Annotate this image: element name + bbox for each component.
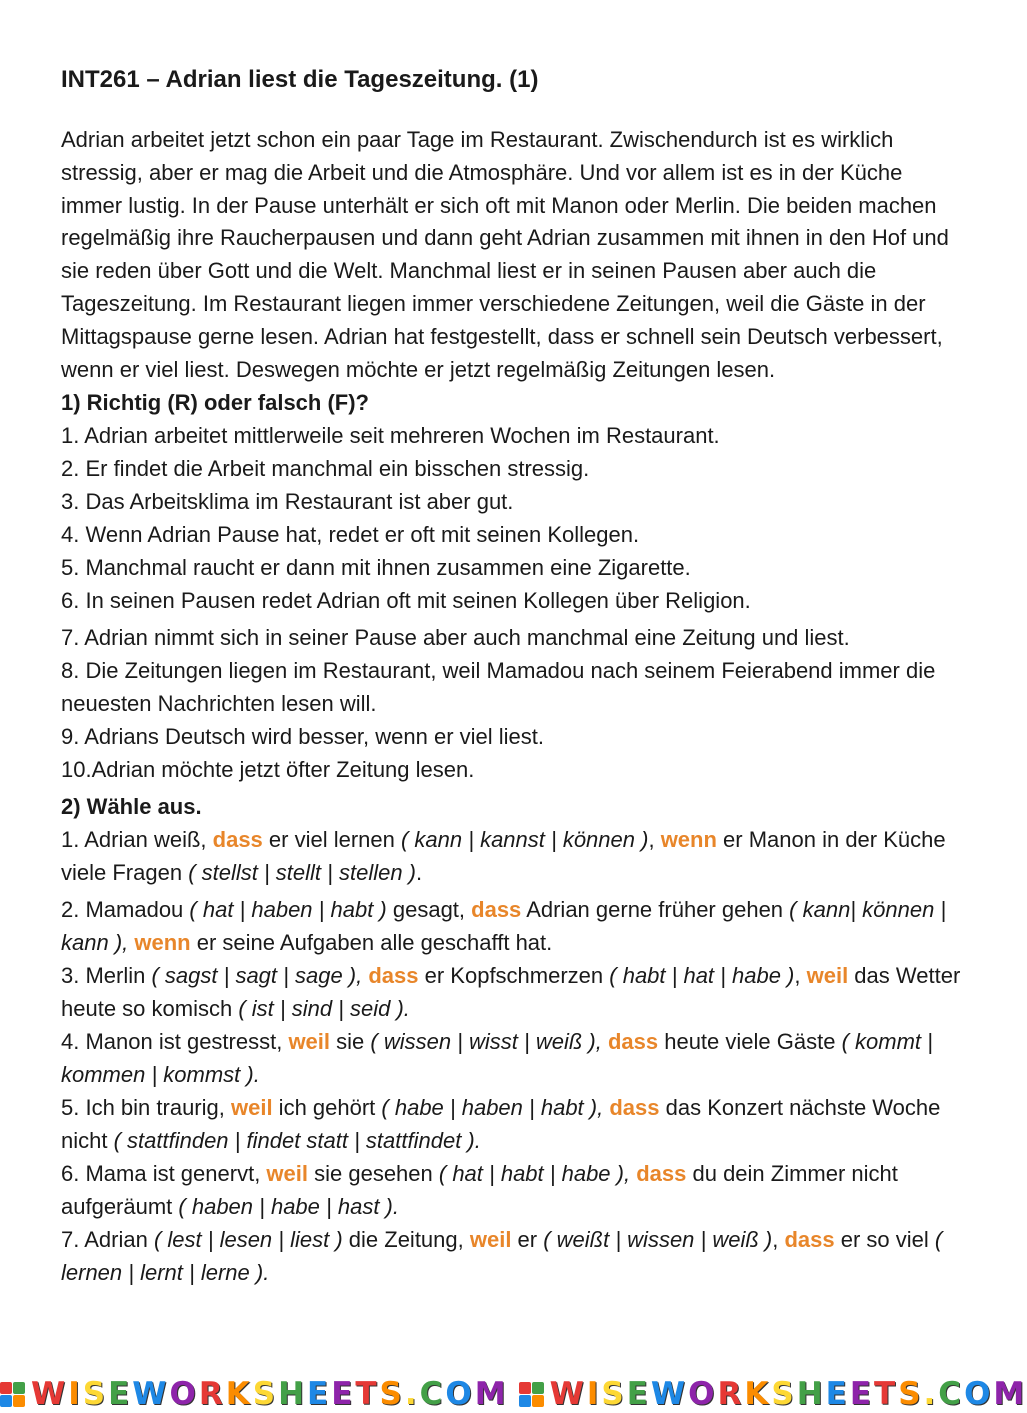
answer-options[interactable]: ( hat | habt | habe ), bbox=[438, 1161, 631, 1187]
section1-heading: 1) Richtig (R) oder falsch (F)? bbox=[61, 390, 369, 416]
answer-options[interactable]: ( ist | sind | seid ). bbox=[238, 996, 410, 1022]
sentence-text: sie bbox=[330, 1029, 371, 1055]
tf-item: 10.Adrian möchte jetzt öfter Zeitung lesen. bbox=[61, 757, 475, 783]
watermark-letter: . bbox=[923, 1376, 939, 1412]
keyword: weil bbox=[266, 1161, 308, 1187]
choice-sentence-2 bbox=[61, 893, 961, 959]
watermark-letter: O bbox=[964, 1376, 994, 1412]
section2-heading: 2) Wähle aus. bbox=[61, 794, 202, 820]
watermark-letter: O bbox=[688, 1376, 718, 1412]
watermark-letter: W bbox=[549, 1376, 587, 1412]
answer-options[interactable]: ( haben | habe | hast ). bbox=[178, 1194, 399, 1220]
worksheet-title: INT261 – Adrian liest die Tageszeitung. (1) bbox=[61, 66, 539, 93]
watermark-letter: S bbox=[898, 1376, 924, 1412]
watermark-brand bbox=[0, 1378, 509, 1410]
watermark-letter: E bbox=[849, 1376, 875, 1412]
sentence-text: er viel lernen bbox=[262, 827, 401, 853]
sentence-text: 2. Mamadou bbox=[61, 897, 190, 923]
sentence-text: 7. Adrian bbox=[61, 1227, 154, 1253]
watermark-letter: S bbox=[771, 1376, 797, 1412]
keyword: dass bbox=[368, 963, 419, 989]
watermark-letter: E bbox=[108, 1376, 133, 1412]
answer-options[interactable]: ( wissen | wisst | weiß ), bbox=[370, 1029, 602, 1055]
logo-icon bbox=[519, 1382, 544, 1407]
tf-item: 5. Manchmal raucht er dann mit ihnen zusammen eine Zigarette. bbox=[61, 555, 691, 581]
worksheet bbox=[61, 63, 961, 1289]
sentence-text: 6. Mama ist genervt, bbox=[61, 1161, 267, 1187]
sentence-text: die Zeitung, bbox=[342, 1227, 470, 1253]
watermark-brand bbox=[519, 1378, 1027, 1410]
watermark-letter: C bbox=[419, 1376, 446, 1412]
choice-sentence-3 bbox=[61, 959, 961, 1025]
sentence-text: er bbox=[511, 1227, 544, 1253]
watermark-letter: I bbox=[586, 1376, 602, 1412]
sentence-text: das Wetter heute so komisch bbox=[61, 963, 961, 1022]
answer-options[interactable]: ( lest | lesen | liest ) bbox=[153, 1227, 343, 1253]
tf-item: 1. Adrian arbeitet mittlerweile seit mehreren Wochen im Restaurant. bbox=[61, 423, 720, 449]
watermark-letter: K bbox=[744, 1376, 772, 1412]
sentence-text: du dein Zimmer nicht aufgeräumt bbox=[61, 1161, 898, 1220]
choice-sentence-5 bbox=[61, 1091, 961, 1157]
keyword: wenn bbox=[134, 930, 191, 956]
sentence-text: er so viel bbox=[834, 1227, 935, 1253]
sentence-text: . bbox=[416, 860, 423, 886]
sentence-text: 3. Merlin bbox=[61, 963, 152, 989]
watermark-letter: S bbox=[379, 1376, 405, 1412]
tf-item: 4. Wenn Adrian Pause hat, redet er oft mit seinen Kollegen. bbox=[61, 522, 640, 548]
answer-options[interactable]: ( hat | haben | habt ) bbox=[189, 897, 387, 923]
watermark-letter: R bbox=[717, 1376, 745, 1412]
footer-watermark bbox=[0, 1376, 1027, 1412]
keyword: wenn bbox=[660, 827, 717, 853]
sentence-text: er seine Aufgaben alle geschafft hat. bbox=[190, 930, 553, 956]
watermark-letter: O bbox=[169, 1376, 199, 1412]
sentence-text: er Manon in der Küche viele Fragen bbox=[61, 827, 946, 886]
watermark-letter: O bbox=[445, 1376, 475, 1412]
sentence-text: , bbox=[772, 1227, 785, 1253]
keyword: dass bbox=[609, 1095, 660, 1121]
watermark-letter: S bbox=[82, 1376, 109, 1412]
watermark-letter: M bbox=[993, 1376, 1027, 1412]
watermark-letter: E bbox=[825, 1376, 850, 1412]
keyword: weil bbox=[806, 963, 849, 989]
sentence-text: ich gehört bbox=[272, 1095, 382, 1121]
watermark-text bbox=[31, 1378, 509, 1410]
sentence-text: das Konzert nächste Woche nicht bbox=[61, 1095, 941, 1154]
answer-options[interactable]: ( stellst | stellt | stellen ) bbox=[188, 860, 417, 886]
sentence-text: , bbox=[648, 827, 661, 853]
watermark-letter: E bbox=[307, 1376, 332, 1412]
logo-icon bbox=[0, 1382, 25, 1407]
watermark-letter: C bbox=[938, 1376, 965, 1412]
sentence-text: 5. Ich bin traurig, bbox=[61, 1095, 231, 1121]
answer-options[interactable]: ( lernen | lernt | lerne ). bbox=[61, 1227, 943, 1286]
watermark-letter: R bbox=[198, 1376, 226, 1412]
answer-options[interactable]: ( weißt | wissen | weiß ) bbox=[543, 1227, 773, 1253]
keyword: dass bbox=[212, 827, 263, 853]
tf-item: 2. Er findet die Arbeit manchmal ein bisschen stressig. bbox=[61, 456, 590, 482]
sentence-text: heute viele Gäste bbox=[658, 1029, 842, 1055]
choice-sentence-6 bbox=[61, 1157, 961, 1223]
choice-sentence-4 bbox=[61, 1025, 961, 1091]
answer-options[interactable]: ( habe | haben | habt ), bbox=[381, 1095, 604, 1121]
answer-options[interactable]: ( kann | kannst | können ) bbox=[400, 827, 649, 853]
choice-sentence-1 bbox=[61, 823, 961, 889]
keyword: weil bbox=[230, 1095, 273, 1121]
watermark-letter: S bbox=[252, 1376, 279, 1412]
keyword: dass bbox=[784, 1227, 835, 1253]
tf-item: 6. In seinen Pausen redet Adrian oft mit seinen Kollegen über Religion. bbox=[61, 588, 751, 614]
sentence-text: gesagt, bbox=[386, 897, 472, 923]
keyword: weil bbox=[469, 1227, 512, 1253]
keyword: dass bbox=[607, 1029, 659, 1055]
tf-item: 7. Adrian nimmt sich in seiner Pause aber auch manchmal eine Zeitung und liest. bbox=[61, 625, 850, 651]
answer-options[interactable]: ( kommt | kommen | kommst ). bbox=[61, 1029, 933, 1088]
watermark-letter: K bbox=[225, 1376, 253, 1412]
sentence-text: sie gesehen bbox=[308, 1161, 439, 1187]
watermark-letter: S bbox=[601, 1376, 627, 1412]
tf-item: 8. Die Zeitungen liegen im Restaurant, weil Mamadou nach seinem Feierabend immer die neuesten Nachrichten lesen will. bbox=[61, 658, 936, 717]
sentence-text: , bbox=[794, 963, 807, 989]
keyword: dass bbox=[636, 1161, 687, 1187]
sentence-text: 1. Adrian weiß, bbox=[61, 827, 213, 853]
watermark-letter: E bbox=[626, 1376, 651, 1412]
watermark-letter: . bbox=[404, 1376, 420, 1412]
sentence-text: er Kopfschmerzen bbox=[418, 963, 610, 989]
watermark-letter: W bbox=[132, 1376, 170, 1412]
watermark-letter: W bbox=[31, 1376, 69, 1412]
choice-sentence-7 bbox=[61, 1223, 961, 1289]
watermark-letter: T bbox=[355, 1376, 380, 1412]
watermark-letter: H bbox=[278, 1376, 308, 1412]
watermark-letter: E bbox=[331, 1376, 356, 1412]
sentence-text: Adrian gerne früher gehen bbox=[521, 897, 790, 923]
reading-text: Adrian arbeitet jetzt schon ein paar Tage im Restaurant. Zwischendurch ist es wirklich stressig, aber er mag die Arbeit und die Atmosphäre. Und vor allem ist es in der Küche immer lustig. In der Pause unterhält er sich oft mit Manon oder Merlin. Die beiden machen regelmäßig ihre Raucherpausen und dann geht Adrian zusammen mit ihnen in den Hof und sie reden über Gott und die Welt. Manchmal liest er in seinen Pausen aber auch die Tageszeitung. Im Restaurant liegen immer verschiedene Zeitungen, weil die Gäste in der Mittagspause gerne lesen. Adrian hat festgestellt, dass er schnell sein Deutsch verbessert, wenn er viel liest. Deswegen möchte er jetzt regelmäßig Zeitungen lesen. bbox=[61, 127, 949, 382]
answer-options[interactable]: ( kann| können | kann ), bbox=[61, 897, 947, 956]
tf-item: 9. Adrians Deutsch wird besser, wenn er viel liest. bbox=[61, 724, 545, 750]
watermark-letter: T bbox=[874, 1376, 899, 1412]
watermark-letter: H bbox=[796, 1376, 826, 1412]
watermark-letter: M bbox=[474, 1376, 509, 1412]
answer-options[interactable]: ( habt | hat | habe ) bbox=[609, 963, 795, 989]
tf-item: 3. Das Arbeitsklima im Restaurant ist aber gut. bbox=[61, 489, 514, 515]
answer-options[interactable]: ( stattfinden | findet statt | stattfindet ). bbox=[113, 1128, 481, 1154]
watermark-letter: I bbox=[68, 1376, 83, 1412]
answer-options[interactable]: ( sagst | sagt | sage ), bbox=[151, 963, 363, 989]
keyword: weil bbox=[288, 1029, 331, 1055]
keyword: dass bbox=[471, 897, 522, 923]
watermark-letter: W bbox=[650, 1376, 689, 1412]
sentence-text: 4. Manon ist gestresst, bbox=[61, 1029, 289, 1055]
watermark-text bbox=[550, 1378, 1027, 1410]
